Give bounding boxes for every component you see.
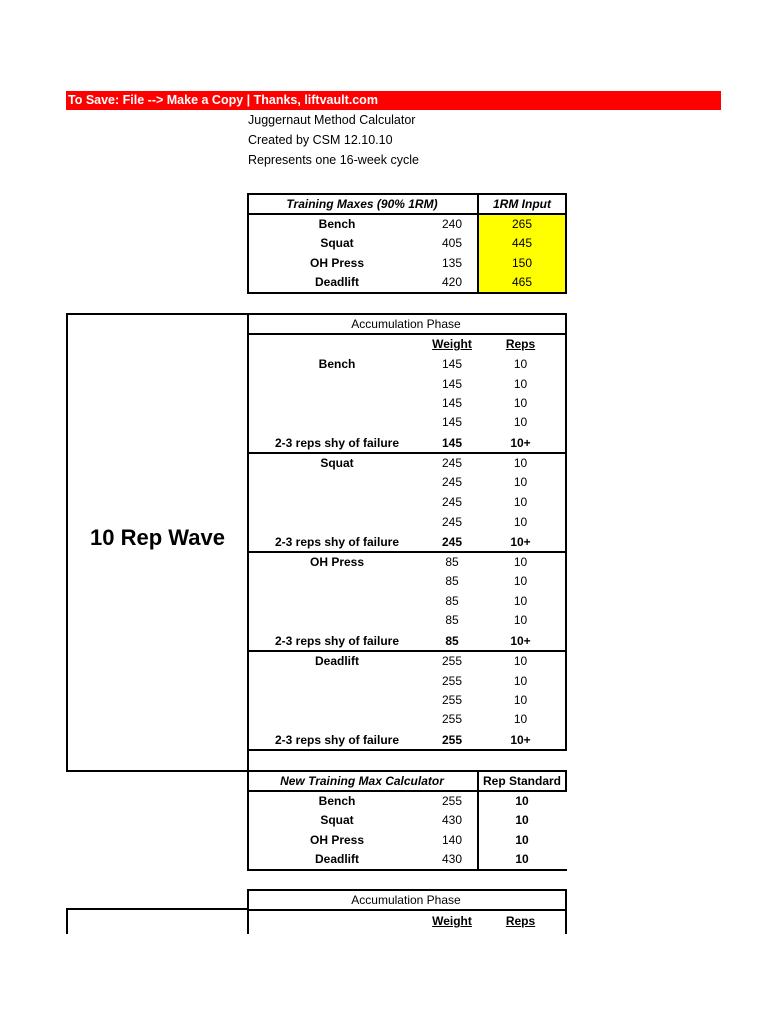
row-weight: 245	[441, 515, 463, 529]
1rm-input-header: 1RM Input	[493, 197, 551, 211]
row-weight: 145	[441, 377, 463, 391]
tm-lift-squat: Squat	[320, 236, 354, 250]
row-reps: 10+	[510, 436, 531, 450]
row-label: Deadlift	[314, 654, 359, 668]
new-tm-value-ohpress: 140	[441, 833, 463, 847]
row-label: 2-3 reps shy of failure	[274, 634, 400, 648]
row-weight: 255	[441, 733, 463, 747]
row-reps: 10	[513, 396, 528, 410]
creator-line: Created by CSM 12.10.10	[248, 133, 393, 147]
tm-value-deadlift: 420	[441, 275, 463, 289]
row-reps: 10	[513, 415, 528, 429]
next-accumulation-table	[247, 889, 567, 934]
row-label: 2-3 reps shy of failure	[274, 436, 400, 450]
row-weight: 245	[441, 535, 463, 549]
tm-lift-ohpress: OH Press	[309, 256, 365, 270]
row-reps: 10	[513, 674, 528, 688]
row-label: Squat	[320, 456, 354, 470]
row-reps: 10	[513, 613, 528, 627]
row-weight: 255	[441, 693, 463, 707]
new-tm-value-bench: 255	[441, 794, 463, 808]
next-weight-header: Weight	[432, 914, 472, 928]
row-reps: 10	[513, 456, 528, 470]
row-reps: 10	[513, 377, 528, 391]
row-weight: 85	[445, 594, 459, 608]
rep-standard-bench: 10	[515, 794, 529, 808]
row-weight: 145	[441, 436, 463, 450]
row-label: OH Press	[309, 555, 365, 569]
new-tm-header: New Training Max Calculator	[280, 774, 444, 788]
tm-lift-bench: Bench	[318, 217, 356, 231]
row-reps: 10	[513, 515, 528, 529]
row-weight: 85	[445, 613, 459, 627]
row-weight: 145	[441, 357, 463, 371]
new-tm-lift-bench: Bench	[318, 794, 356, 808]
1rm-input-ohpress[interactable]: 150	[511, 256, 533, 270]
new-training-max-table	[247, 770, 567, 871]
row-weight: 145	[441, 396, 463, 410]
row-weight: 245	[441, 475, 463, 489]
row-reps: 10	[513, 495, 528, 509]
row-weight: 255	[441, 712, 463, 726]
rep-standard-ohpress: 10	[515, 833, 529, 847]
tm-value-squat: 405	[441, 236, 463, 250]
row-label: Bench	[318, 357, 356, 371]
reps-column-header: Reps	[505, 337, 536, 351]
1rm-input-squat[interactable]: 445	[511, 236, 533, 250]
row-weight: 85	[445, 555, 459, 569]
cycle-description: Represents one 16-week cycle	[248, 153, 419, 167]
training-maxes-table	[247, 193, 567, 294]
row-reps: 10+	[510, 535, 531, 549]
wave-title: 10 Rep Wave	[90, 525, 225, 550]
row-reps: 10	[513, 357, 528, 371]
row-weight: 85	[445, 634, 459, 648]
row-reps: 10	[513, 712, 528, 726]
row-weight: 245	[441, 456, 463, 470]
row-reps: 10	[513, 594, 528, 608]
1rm-input-bench[interactable]: 265	[511, 217, 533, 231]
new-tm-lift-ohpress: OH Press	[309, 833, 365, 847]
row-reps: 10	[513, 555, 528, 569]
training-maxes-header: Training Maxes (90% 1RM)	[286, 197, 438, 211]
save-instructions-banner	[66, 91, 721, 110]
row-reps: 10	[513, 574, 528, 588]
row-reps: 10	[513, 654, 528, 668]
new-tm-lift-deadlift: Deadlift	[314, 852, 359, 866]
row-weight: 255	[441, 674, 463, 688]
row-reps: 10+	[510, 634, 531, 648]
row-reps: 10	[513, 693, 528, 707]
row-weight: 255	[441, 654, 463, 668]
row-label: 2-3 reps shy of failure	[274, 535, 400, 549]
next-reps-header: Reps	[505, 914, 536, 928]
row-weight: 245	[441, 495, 463, 509]
rep-standard-header: Rep Standard	[482, 774, 561, 788]
next-wave-label-box	[66, 908, 249, 934]
accumulation-table	[247, 313, 567, 753]
tm-value-ohpress: 135	[441, 256, 463, 270]
row-reps: 10	[513, 475, 528, 489]
rep-standard-deadlift: 10	[515, 852, 529, 866]
rep-standard-squat: 10	[515, 813, 529, 827]
row-reps: 10+	[510, 733, 531, 747]
new-tm-value-deadlift: 430	[441, 852, 463, 866]
phase-title: Accumulation Phase	[351, 317, 461, 331]
banner-text: To Save: File --> Make a Copy | Thanks, liftvault.com	[68, 93, 378, 107]
new-tm-lift-squat: Squat	[320, 813, 354, 827]
row-label: 2-3 reps shy of failure	[274, 733, 400, 747]
tm-value-bench: 240	[441, 217, 463, 231]
row-weight: 85	[445, 574, 459, 588]
next-phase-title: Accumulation Phase	[351, 893, 461, 907]
new-tm-value-squat: 430	[441, 813, 463, 827]
tm-lift-deadlift: Deadlift	[314, 275, 359, 289]
weight-column-header: Weight	[432, 337, 472, 351]
1rm-input-deadlift[interactable]: 465	[511, 275, 533, 289]
row-weight: 145	[441, 415, 463, 429]
calculator-title: Juggernaut Method Calculator	[248, 113, 416, 127]
